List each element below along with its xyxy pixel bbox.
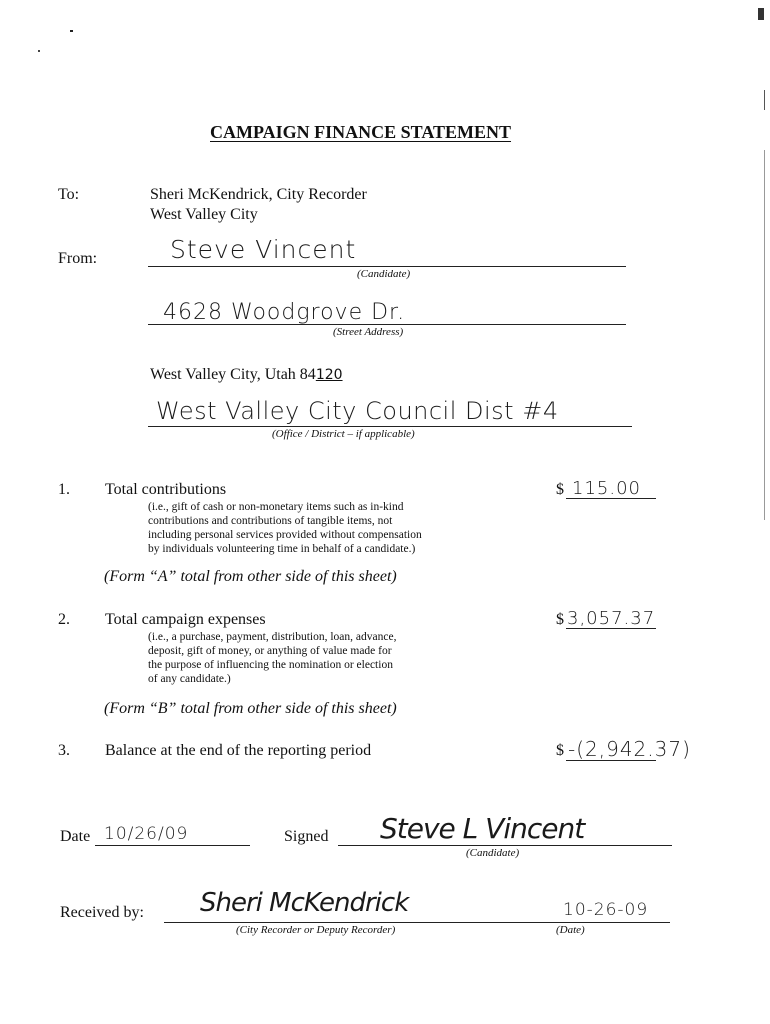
- date-line: [95, 845, 250, 846]
- office-district-line: [148, 426, 632, 427]
- signature-caption: (Candidate): [466, 847, 520, 859]
- item-description: [148, 630, 396, 686]
- scan-edge-line: [764, 90, 765, 110]
- street-address-line: [148, 324, 626, 325]
- signed-label: Signed: [284, 828, 329, 845]
- item-description-line: (i.e., a purchase, payment, distribution, loan, advance,: [148, 631, 397, 643]
- item-amount-line: [566, 628, 656, 629]
- date-label: Date: [60, 828, 91, 845]
- received-date-value: 10-26-09: [563, 900, 649, 920]
- candidate-line: [148, 266, 626, 267]
- scan-edge-line: [764, 150, 765, 520]
- item-currency: $: [556, 481, 564, 498]
- received-date-caption: (Date): [556, 924, 585, 936]
- page-title: CAMPAIGN FINANCE STATEMENT: [210, 122, 512, 142]
- item-currency: $: [556, 742, 564, 759]
- item-amount-value: 115.00: [572, 478, 641, 499]
- item-form-note: (Form “B” total from other side of this sheet): [104, 700, 397, 717]
- candidate-signature: Steve L Vincent: [380, 812, 585, 845]
- recorder-signature-line: [164, 922, 670, 923]
- candidate-name-value: Steve Vincent: [170, 235, 357, 264]
- recorder-signature: Sheri McKendrick: [200, 888, 409, 918]
- item-description: [148, 500, 422, 556]
- date-value: 10/26/09: [104, 824, 189, 844]
- item-amount-line: [566, 760, 656, 761]
- item-description-line: of any candidate.): [148, 673, 231, 685]
- zip-handwritten: 120: [315, 367, 343, 383]
- received-by-label: Received by:: [60, 904, 144, 921]
- street-address-caption: (Street Address): [333, 326, 404, 338]
- item-description-line: deposit, gift of money, or anything of value made for: [148, 645, 392, 657]
- item-label: Total campaign expenses: [105, 611, 266, 628]
- item-label: Balance at the end of the reporting period: [105, 742, 372, 759]
- street-address-value: 4628 Woodgrove Dr.: [163, 300, 406, 325]
- to-label: To:: [58, 186, 80, 203]
- office-district-caption: (Office / District – if applicable): [272, 428, 415, 440]
- candidate-caption: (Candidate): [357, 268, 411, 280]
- city-state-text: [150, 366, 343, 384]
- item-label: Total contributions: [105, 481, 227, 498]
- item-number: 3.: [58, 742, 70, 759]
- scan-mark: [38, 50, 40, 52]
- item-description-line: contributions and contributions of tangible items, not: [148, 515, 393, 527]
- item-description-line: including personal services provided without compensation: [148, 529, 422, 541]
- item-description-line: the purpose of influencing the nomination or election: [148, 659, 393, 671]
- signature-line: [338, 845, 672, 846]
- item-amount-value: 3,057.37: [567, 608, 656, 629]
- item-currency: $: [556, 611, 564, 628]
- to-recipient-line1: Sheri McKendrick, City Recorder: [150, 186, 367, 203]
- scan-mark: [70, 30, 73, 32]
- item-number: 1.: [58, 481, 70, 498]
- item-amount-line: [566, 498, 656, 499]
- item-description-line: by individuals volunteering time in behalf of a candidate.): [148, 543, 416, 555]
- item-number: 2.: [58, 611, 70, 628]
- recorder-caption: (City Recorder or Deputy Recorder): [236, 924, 396, 936]
- item-description-line: (i.e., gift of cash or non-monetary items such as in-kind: [148, 501, 404, 513]
- city-state-zip-prefix: West Valley City, Utah 84: [150, 366, 316, 383]
- item-form-note: (Form “A” total from other side of this sheet): [104, 568, 397, 585]
- office-district-value: West Valley City Council Dist #4: [156, 397, 559, 425]
- item-amount-value: -(2,942.37): [568, 737, 691, 761]
- scan-mark: [758, 8, 764, 20]
- to-recipient-line2: West Valley City: [150, 206, 258, 223]
- from-label: From:: [58, 250, 98, 267]
